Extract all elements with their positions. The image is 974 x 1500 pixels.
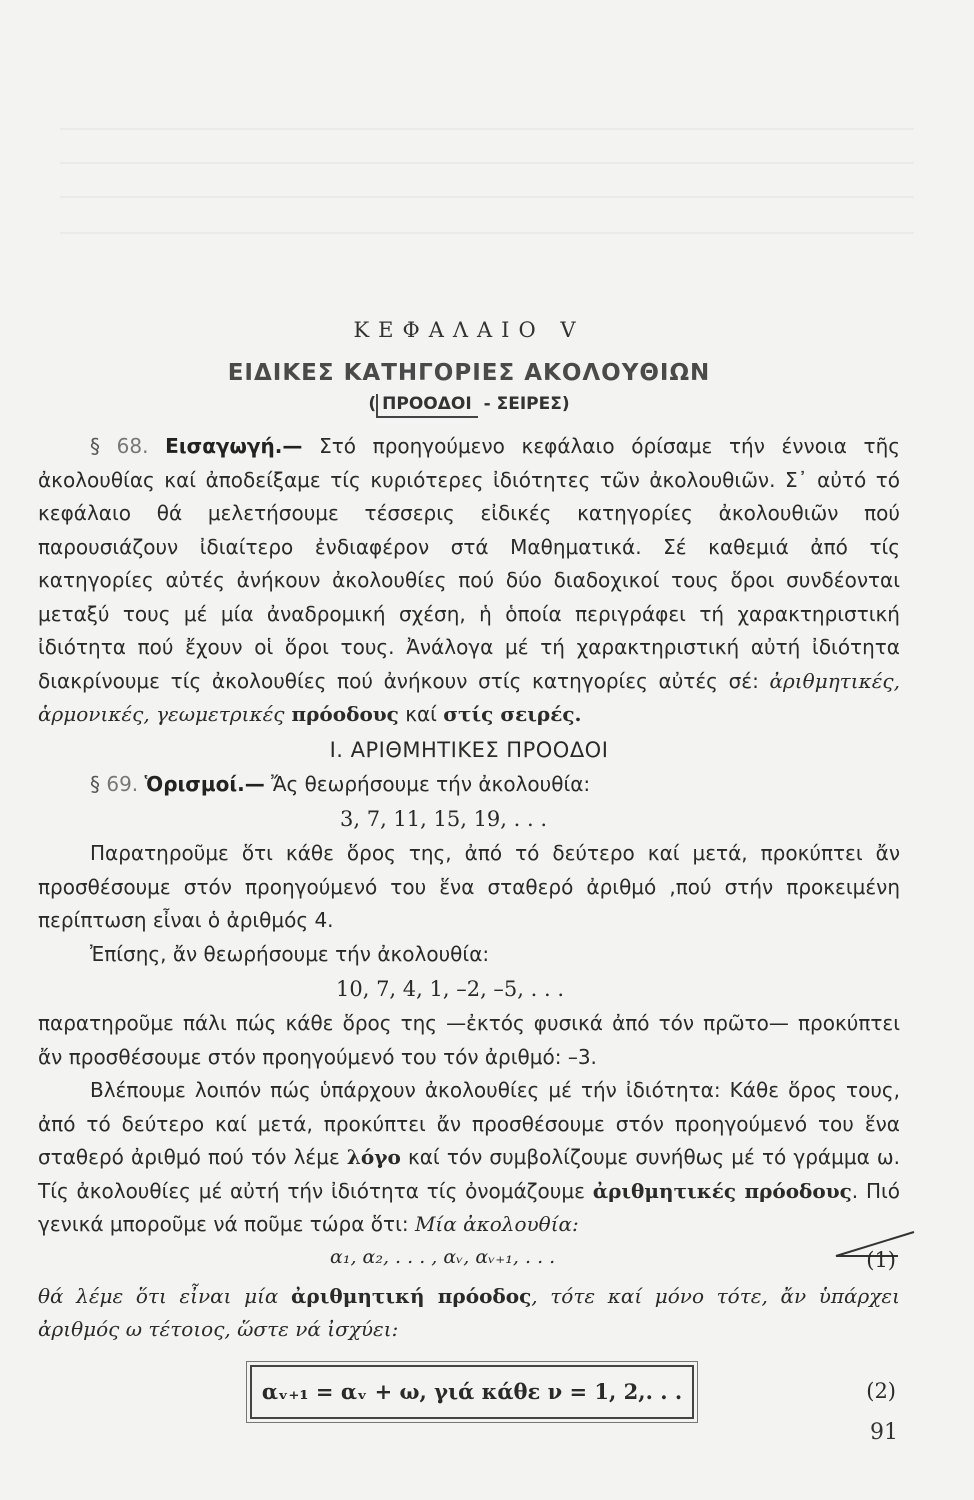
bleed-through-line [60, 162, 914, 164]
text-run: καί τόν συμβολίζουμε συνήθως μέ τό γράμμα ω. Τίς ἀκολουθίες μέ αὐτή τήν ἰδιότητα τίς ὀνομάζουμε [38, 1145, 900, 1203]
sequence-example-1: 3, 7, 11, 15, 19, . . . [340, 807, 548, 831]
text-run: Βλέπουμε λοιπόν πώς ὑπάρχουν ἀκολουθίες μέ τήν ἰδιότητα: Κάθε ὅρος τους, ἀπό τό δεύτερο καί μετά, προκύπτει ἄν προσθέσουμε στόν προηγούμενό του ἕνα σταθερό ἀριθμό πού τόν λέμε [38, 1078, 900, 1169]
chapter-label: ΚΕΦΑΛΑΙΟ V [353, 318, 585, 342]
subtitle-open: ( [368, 394, 377, 414]
section-symbol: § [90, 434, 100, 458]
section-68-paragraph [38, 430, 900, 732]
definition-paragraph [38, 1280, 900, 1347]
bold-term: πρόοδους [284, 702, 399, 726]
equation-number-1: (1) [866, 1247, 896, 1272]
bleed-through-line [60, 128, 914, 130]
book-page [38, 318, 900, 1439]
recurrence-formula: αᵥ₊₁ = αᵥ + ω, γιά κάθε ν = 1, 2,. . . [261, 1379, 683, 1404]
section-69-paragraph [38, 768, 900, 802]
subtitle-rest: - ΣΕΙΡΕΣ) [477, 394, 570, 414]
bleed-through-line [60, 232, 914, 234]
italic-terms: ἀριθμητικές, ἁρμονικές, γεωμετρικές [38, 668, 900, 726]
section-text: Ἄς θεωρήσουμε τήν ἀκολουθία: [264, 771, 591, 796]
section-title: Εισαγωγή.— [165, 434, 303, 458]
text-run: . Πιό γενικά μποροῦμε νά ποῦμε τώρα ὅτι: [38, 1178, 900, 1236]
italic-run: , τότε καί μόνο τότε, ἄν ὑπάρχει ἀριθμός ω τέτοιος, ὥστε νά ἰσχύει: [38, 1283, 900, 1341]
italic-run: θά λέμε ὅτι εἶναι μία [38, 1283, 292, 1308]
sequence-formula: α₁, α₂, . . . , αᵥ, αᵥ₊₁, . . . [330, 1245, 556, 1268]
page-number: 91 [870, 1420, 898, 1445]
chapter-subtitle [38, 394, 900, 414]
bleed-through-line [60, 196, 914, 198]
paragraph-observation-2: παρατηροῦμε πάλι πώς κάθε ὅρος της —ἐκτός φυσικά ἀπό τόν πρῶτο— προκύπτει ἄν προσθέσουμε στόν προηγούμενό του τόν ἀριθμό: –3. [38, 1011, 900, 1069]
bold-term: στίς σειρές. [443, 702, 582, 726]
equation-number-2: (2) [866, 1378, 896, 1403]
sequence-example-2: 10, 7, 4, 1, –2, –5, . . . [336, 977, 565, 1001]
section-title: Ὁρισμοί.— [144, 771, 265, 796]
bold-term-arithmetic-progression: ἀριθμητική πρόοδος [291, 1283, 532, 1308]
paragraph-also: Ἐπίσης, ἄν θεωρήσουμε τήν ἀκολουθία: [90, 941, 490, 966]
chapter-title: ΕΙΔΙΚΕΣ ΚΑΤΗΓΟΡΙΕΣ ΑΚΟΛΟΥΘΙΩΝ [227, 360, 711, 386]
section-heading-arithmetic: I. ΑΡΙΘΜΗΤΙΚΕΣ ΠΡΟΟΔΟΙ [329, 737, 609, 762]
conjunction: καί [398, 702, 444, 726]
formula-row-2 [38, 1361, 900, 1439]
formula-row-1 [38, 1242, 900, 1280]
paragraph-definition-intro [38, 1074, 900, 1242]
section-number: 68. [116, 434, 149, 458]
boxed-formula [250, 1365, 694, 1419]
section-symbol: § [90, 771, 100, 796]
bold-term-logos: λόγο [346, 1145, 401, 1169]
paragraph-observation-1: Παρατηροῦμε ὅτι κάθε ὅρος της, ἀπό τό δεύτερο καί μετά, προκύπτει ἄν προσθέσουμε στόν προηγούμενό του ἕνα σταθερό ἀριθμό ,πού στήν προκειμένη περίπτωση εἶναι ὁ ἀριθμός 4. [38, 841, 900, 932]
bold-term-arithmetic-progressions: ἀριθμητικές πρόοδους [592, 1178, 852, 1203]
section-number: 69. [106, 771, 139, 796]
section-text: Στό προηγούμενο κεφάλαιο όρίσαμε τήν έννοια τῆς ἀκολουθίας καί ἀποδείξαμε τίς κυριότερες ἰδιότητες τῶν ἀκολουθιῶν. Σ᾽ αὐτό τό κεφάλαιο θά μελετήσουμε τέσσερις εἰδικές κατηγορίες ἀκολουθιῶν πού παρουσιάζουν ἰδιαίτερο ἐνδιαφέρον στά Μαθηματικά. Σέ καθεμιά ἀπό τίς κατηγορίες αὐτές ἀνήκουν ἀκολουθίες πού δύο διαδοχικοί τους ὅροι συνδέονται μεταξύ τους μέ μία ἀναδρομική σχέση, ἡ ὁποία περιγράφει τή χαρακτηριστική ἰδιότητα πού ἔχουν οἱ ὅροι τους. Ἀνάλογα μέ τή χαρακτηριστική αὐτή ἰδιότητα διακρίνουμε τίς ἀκολουθίες πού ἀνήκουν στίς κατηγορίες αὐτές σέ: [38, 434, 900, 693]
italic-phrase: Μία ἀκολουθία: [414, 1212, 579, 1236]
subtitle-boxed-word: ΠΡΟΟΔΟΙ [376, 394, 478, 418]
